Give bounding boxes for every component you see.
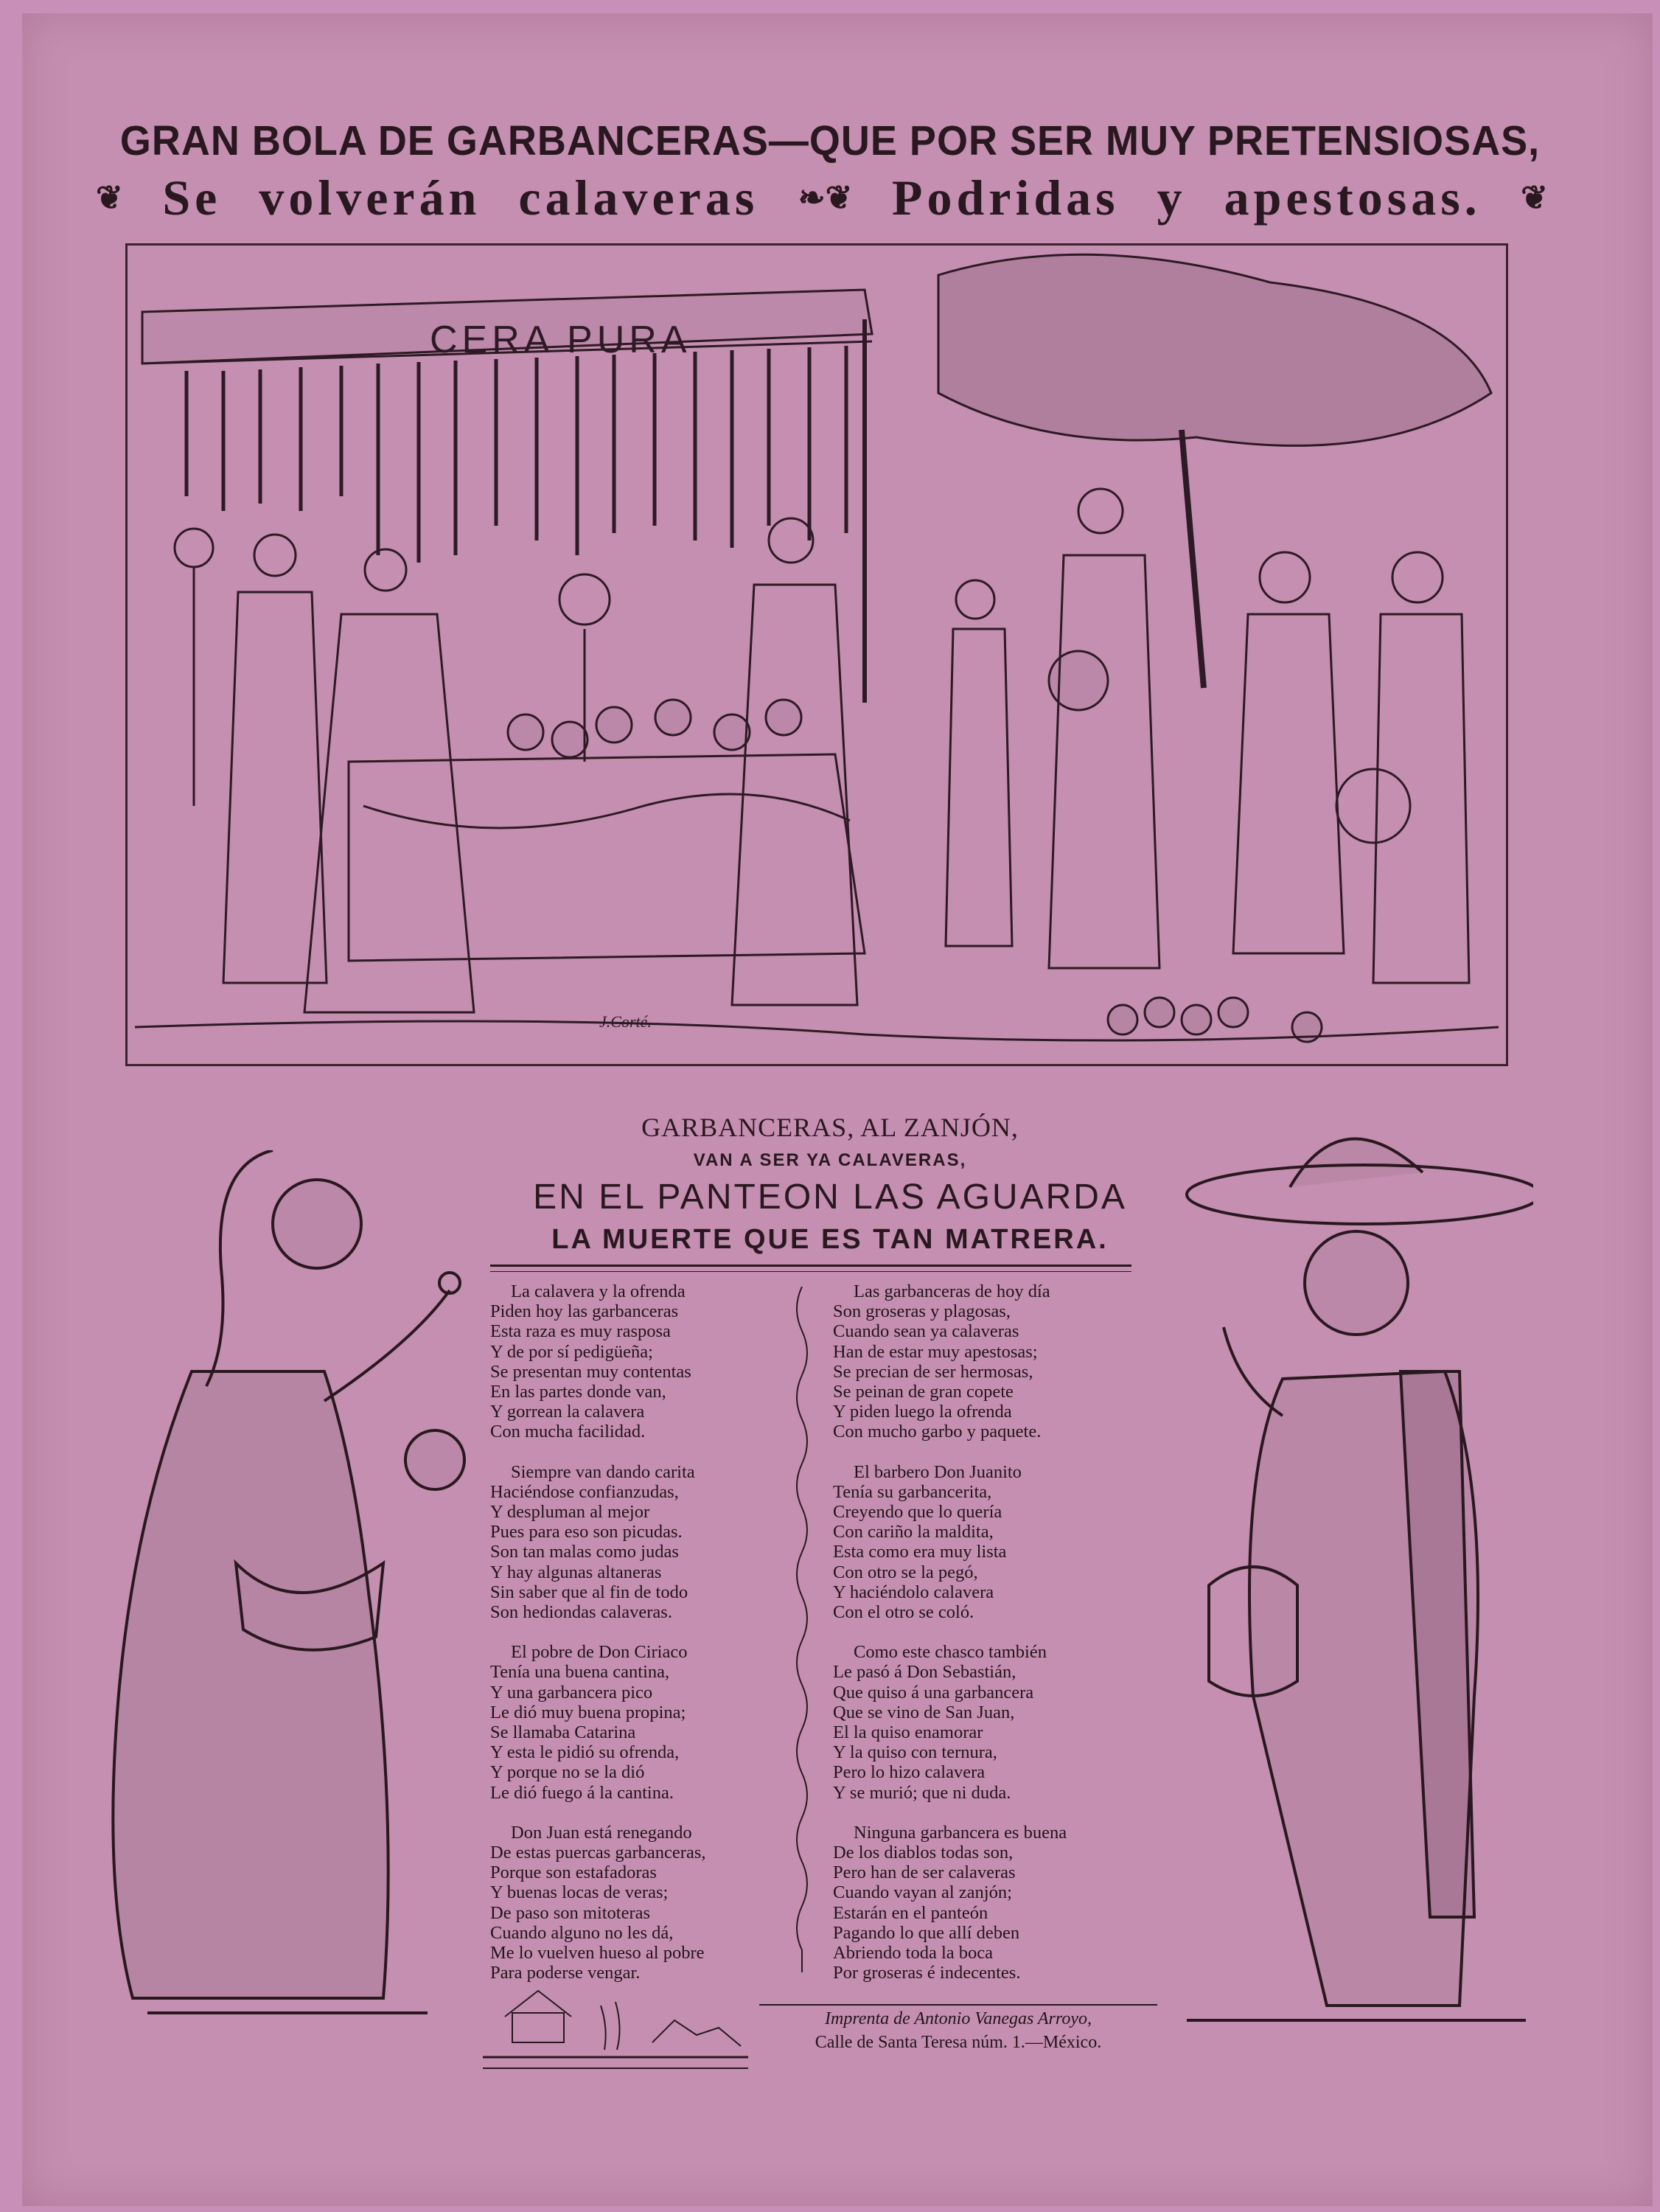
verse-line: Y una garbancera pico [490, 1682, 653, 1703]
verse-line: Con mucho garbo y paquete. [833, 1422, 1042, 1442]
verse-line: Le pasó á Don Sebastián, [833, 1662, 1016, 1683]
verse-line: Tenía una buena cantina, [490, 1662, 670, 1683]
verse-line: El barbero Don Juanito [854, 1461, 1022, 1482]
headline-line-2-left: Se volverán calaveras [162, 169, 759, 226]
stanza [490, 1823, 778, 1983]
stanza [833, 1462, 1120, 1623]
verse-line: Porque son estafadoras [490, 1863, 657, 1883]
verse-line: Y de por sí pedigüeña; [490, 1341, 653, 1362]
verse-line: Y buenas locas de veras; [490, 1882, 669, 1903]
ornament-left-icon: ❦ [96, 179, 123, 216]
verse-line: Y piden luego la ofrenda [833, 1402, 1012, 1422]
verse-line: Sin saber que al fin de todo [490, 1582, 688, 1602]
ornament-right-icon: ❦ [1521, 179, 1548, 216]
verse-line: Don Juan está renegando [511, 1822, 692, 1843]
verse-line: Son hediondas calaveras. [490, 1602, 672, 1623]
verse-line: Y la quiso con ternura, [833, 1742, 997, 1763]
verse-line: Y despluman al mejor [490, 1502, 650, 1523]
skeleton-woman-figure [103, 1150, 472, 2035]
verse-line: Y hay algunas altaneras [490, 1562, 662, 1582]
verse-line: De paso son mitoteras [490, 1902, 651, 1923]
verse-line: Se llamaba Catarina [490, 1722, 636, 1743]
verse-line: El pobre de Don Ciriaco [511, 1642, 688, 1663]
subhead-2: VAN A SER YA CALAVERAS, [693, 1150, 967, 1170]
verse-line: Como este chasco también [854, 1642, 1047, 1663]
verse-line: Son groseras y plagosas, [833, 1301, 1011, 1322]
verse-column-right [833, 1281, 1120, 2003]
skeleton-man-figure [1179, 1106, 1533, 2035]
stanza [490, 1462, 778, 1623]
verse-line: Y porque no se la dió [490, 1762, 645, 1783]
stanza [490, 1642, 778, 1803]
verse-line: Las garbanceras de hoy día [854, 1281, 1050, 1301]
verse-line: La calavera y la ofrenda [511, 1281, 686, 1301]
subhead-3: EN EL PANTEON LAS AGUARDA [533, 1178, 1127, 1217]
verse-line: Cuando sean ya calaveras [833, 1321, 1019, 1342]
verse-line: Creyendo que lo quería [833, 1502, 1002, 1523]
engraver-signature: J.Corté. [599, 1012, 652, 1031]
verse-line: Haciéndose confianzudas, [490, 1481, 679, 1502]
verse-line: Con mucha facilidad. [490, 1422, 646, 1442]
verse-line: Tenía su garbancerita, [833, 1481, 992, 1502]
verse-line: Pagando lo que allí deben [833, 1922, 1020, 1943]
verse-line: Han de estar muy apestosas; [833, 1341, 1038, 1362]
verse-line: Que quiso á una garbancera [833, 1682, 1034, 1703]
verse-line: Ninguna garbancera es buena [854, 1822, 1067, 1843]
verse-line: Y se murió; que ni duda. [833, 1782, 1011, 1803]
verse-line: Esta raza es muy rasposa [490, 1321, 671, 1342]
verse-line: Y esta le pidió su ofrenda, [490, 1742, 680, 1763]
verse-line: Con cariño la maldita, [833, 1522, 994, 1543]
verse-line: Cuando alguno no les dá, [490, 1922, 674, 1943]
verse-line: Me lo vuelven hueso al pobre [490, 1943, 705, 1964]
vine-divider [789, 1287, 815, 1972]
verse-line: Para poderse vengar. [490, 1963, 641, 1983]
verse-line: Se peinan de gran copete [833, 1382, 1014, 1402]
verse-line: Son tan malas como judas [490, 1542, 679, 1562]
verse-line: Y gorrean la calavera [490, 1402, 645, 1422]
imprint-rule [759, 2004, 1157, 2006]
verse-line: En las partes donde van, [490, 1382, 666, 1402]
verse-line: De los diablos todas son, [833, 1843, 1014, 1863]
subhead-4: LA MUERTE QUE ES TAN MATRERA. [551, 1224, 1109, 1255]
verse-line: Por groseras é indecentes. [833, 1963, 1021, 1983]
headline-line-2 [96, 168, 1548, 227]
ornament-center-icon: ❧❦ [798, 179, 853, 216]
verse-line: Le dió fuego á la cantina. [490, 1782, 674, 1803]
printer-imprint [759, 2007, 1157, 2054]
verse-line: Pero lo hizo calavera [833, 1762, 986, 1783]
stanza [490, 1281, 778, 1442]
stanza [833, 1642, 1120, 1803]
imprint-line-2: Calle de Santa Teresa núm. 1.—México. [815, 2033, 1102, 2052]
verse-line: Pues para eso son picudas. [490, 1522, 683, 1543]
stanza [833, 1823, 1120, 1983]
subhead-1: GARBANCERAS, AL ZANJÓN, [641, 1113, 1019, 1142]
verse-line: Se presentan muy contentas [490, 1361, 691, 1382]
verse-line: Estarán en el panteón [833, 1902, 988, 1923]
cottage-vignette [483, 1976, 748, 2079]
verse-line: El la quiso enamorar [833, 1722, 983, 1743]
verse-line: Siempre van dando carita [511, 1461, 695, 1482]
verse-column-left [490, 1281, 778, 2003]
verse-line: Cuando vayan al zanjón; [833, 1882, 1012, 1903]
verse-line: Y haciéndolo calavera [833, 1582, 994, 1602]
imprint-line-1: Imprenta de Antonio Vanegas Arroyo, [825, 2009, 1092, 2028]
verse-line: Con otro se la pegó, [833, 1562, 978, 1582]
market-engraving [125, 243, 1508, 1066]
banner-text: CERA PURA [430, 319, 691, 361]
headline-line-1: GRAN BOLA DE GARBANCERAS—QUE POR SER MUY PRETENSIOSAS, [119, 117, 1541, 164]
verse-line: Que se vino de San Juan, [833, 1702, 1015, 1722]
verse-line: Piden hoy las garbanceras [490, 1301, 679, 1322]
verse-line: Le dió muy buena propina; [490, 1702, 686, 1722]
verse-line: Se precian de ser hermosas, [833, 1361, 1033, 1382]
verse-line: Abriendo toda la boca [833, 1943, 994, 1964]
headline-line-2-right: Podridas y apestosas. [891, 169, 1482, 226]
verse-line: Pero han de ser calaveras [833, 1863, 1016, 1883]
double-rule [490, 1265, 1131, 1272]
verse-line: Con el otro se coló. [833, 1602, 974, 1623]
stanza [833, 1281, 1120, 1442]
verse-line: Esta como era muy lista [833, 1542, 1007, 1562]
verse-line: De estas puercas garbanceras, [490, 1843, 706, 1863]
